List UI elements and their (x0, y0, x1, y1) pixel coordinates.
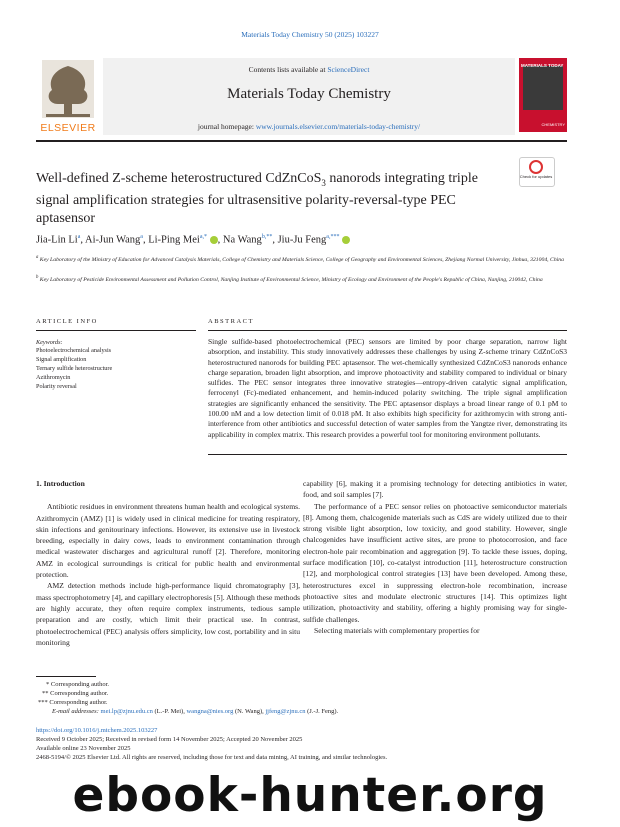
cover-artwork (523, 66, 563, 110)
available-online: Available online 23 November 2025 (36, 745, 131, 752)
watermark-text: ebook-hunter.org (72, 768, 548, 823)
orcid-icon[interactable] (210, 236, 218, 244)
article-info-label: ARTICLE INFO (36, 318, 98, 325)
homepage-link[interactable]: www.journals.elsevier.com/materials-today-chemistry/ (255, 122, 421, 131)
paragraph: Antibiotic residues in environment threatens human health and ecological systems. Azithromycin (AMZ) [1] is widely used in clinical medicine for treating respiratory, skin infections and genitourinary infections. However, its extensive use in livestock breeding, especially in dairy cows, leads to environment contamination through medical wastewater discharges and agricultural runoff [2]. Therefore, monitoring AMZ in ecological surroundings is critical for public health and environmental protection. (36, 502, 300, 580)
homepage-prefix: journal homepage: (197, 122, 256, 131)
article-title: Well-defined Z-scheme heterostructured CdZnCoS$_3$ nanorods integrating triple signal amplification strategies for ultrasensitive polarity-reversal-type PEC aptasensor (36, 171, 478, 226)
keyword: Photoelectrochemical analysis (36, 347, 112, 354)
section-heading: 1. Introduction (36, 479, 85, 488)
paragraph: AMZ detection methods include high-performance liquid chromatography [3], mass spectrophotometry [4], and capillary electrophoresis [5]. Although these methods are highly accurate, they often require complex instruments, tedious sample preparation and are costly, which limit their practical use. In contrast, photoelectrochemical (PEC) analysis offers simplicity, low cost, portability and in situ monitoring (36, 581, 300, 647)
abstract-bottom-rule (208, 454, 567, 455)
check-updates-icon (529, 160, 543, 174)
journal-reference[interactable]: Materials Today Chemistry 50 (2025) 103227 (241, 30, 379, 39)
author-name[interactable]: Jiu-Ju Feng (277, 234, 327, 246)
author-list: Jia-Lin Li$^a$, Ai-Jun Wang$^a$, Li-Ping Mei$^{a,*}$ , Na Wang$^{b,**}$, Jiu-Ju Feng$^{a,***}$ (36, 234, 576, 246)
article-info-rule (36, 330, 196, 331)
email-link[interactable]: jjfeng@zjnu.cn (265, 708, 306, 715)
paragraph: Selecting materials with complementary properties for (314, 625, 480, 635)
keyword: Azithromycin (36, 374, 71, 381)
keyword: Ternary sulfide heterostructure (36, 365, 113, 372)
copyright-notice: 2468-5194/© 2025 Elsevier Ltd. All rights are reserved, including those for text and data mining, AI training, and similar technologies. (36, 754, 388, 761)
abstract-rule (208, 330, 567, 331)
cover-bottom-label: CHEMISTRY (541, 122, 565, 127)
header-rule (36, 140, 567, 142)
cover-title: MATERIALS TODAY (521, 63, 564, 68)
footnote: *** Corresponding author. (38, 699, 108, 706)
contents-line (103, 65, 515, 74)
intro-right-column (303, 478, 567, 636)
footnote-rule (36, 676, 96, 677)
paragraph: The performance of a PEC sensor relies on photoactive semiconductor materials [8]. Among them, chalcogenide materials such as CdS are widely utilized due to their strong visible light absorption, low toxicity, and good stability. However, single chalcogenides have insufficient active sites, are prone to photocorrosion, and face electron-hole pair recombination and aggregation [9]. To tackle these issues, doping, surface modification [10], co-catalyst introduction [11], heterostructure construction [12], and morphological control strategies [13] have been developed. Among these, heterostructures excel in suppressing electron-hole recombination, increase photoactive sites and modulate electronic structures [14]. This optimizes light utilization, photoactivity and stability, offering a highly promising way for single-sulfide challenges. (303, 501, 567, 624)
received-dates: Received 9 October 2025; Received in revised form 14 November 2025; Accepted 20 November 2025 (36, 736, 303, 743)
author-name[interactable]: Na Wang (222, 234, 262, 246)
abstract-label: ABSTRACT (208, 318, 254, 325)
contents-prefix: Contents lists available at (248, 65, 328, 74)
sciencedirect-link[interactable]: ScienceDirect (327, 65, 370, 74)
author-name[interactable]: Ai-Jun Wang (85, 234, 141, 246)
orcid-icon[interactable] (342, 236, 350, 244)
elsevier-wordmark: ELSEVIER (40, 122, 96, 134)
affiliation-b: $^b$ Key Laboratory of Pesticide Environmental Assessment and Pollution Control, Nanjing Institute of Environmental Science, Ministry of Ecology and Environment of the People's Republic of China, Nanjing, 210042, China (36, 275, 543, 283)
keyword: Signal amplification (36, 356, 87, 363)
footnote: ** Corresponding author. (42, 690, 109, 697)
paragraph: capability [6], making it a promising technology for detecting antibiotics in water, food, and soil samples [7]. (303, 479, 567, 500)
author-name[interactable]: Jia-Lin Li (36, 234, 78, 246)
keyword: Polarity reversal (36, 383, 77, 390)
homepage-line (103, 122, 515, 131)
email-addresses: E-mail addresses: mei.lp@zjnu.edu.cn (L.-P. Mei), wangna@nies.org (N. Wang), jjfeng@zjnu.cn (J.-J. Feng). (52, 708, 339, 715)
affiliation-a: $^a$ Key Laboratory of the Ministry of Education for Advanced Catalysis Materials, College of Chemistry and Materials Science, College of Geography and Environmental Sciences, Zhejiang Normal University, Jinhua, 321004, China (36, 255, 564, 263)
abstract-text: Single sulfide-based photoelectrochemical (PEC) sensors are limited by poor charge separation, narrow light absorption, and instability. This study innovatively addresses these challenges by using Z-scheme trinary CdZnCoS3 heterostructured nanorods for building PEC aptasensor. The wet-chemically synthesized CdZnCoS3 nanorods enhance charge separation, broaden light absorption, and improve photoactivity and stability compared to individual or binary sulfides. The PEC sensor integrates three innovative strategies—entropy-driven catalytic signal amplification, ferrocenyl (Fc)-mediated enhancement, and hemin-induced polarity switching. The triple signal amplification strategies are significantly enhanced the sensitivity. The PEC aptasensor displays a broad linear range of 0.1 pM to 100.00 nM and a low detection limit of 0.018 pM. It also exhibits high specificity for azithromycin with strong anti-interference from other antibiotics and successful detection of water samples from the Yangtze river, demonstrating its applicability in complex matrix. This research provides a powerful tool for monitoring environment pollutants. (208, 337, 567, 439)
intro-left-column (36, 478, 300, 648)
check-updates-label: Check for updates (519, 174, 553, 179)
email-link[interactable]: wangna@nies.org (186, 708, 234, 715)
email-link[interactable]: mei.lp@zjnu.edu.cn (100, 708, 153, 715)
footnote: * Corresponding author. (46, 681, 110, 688)
journal-name: Materials Today Chemistry (227, 86, 391, 102)
keywords-heading: Keywords: (36, 339, 63, 346)
author-name[interactable]: Li-Ping Mei (148, 234, 200, 246)
doi-link[interactable]: https://doi.org/10.1016/j.mtchem.2025.103227 (36, 727, 158, 734)
